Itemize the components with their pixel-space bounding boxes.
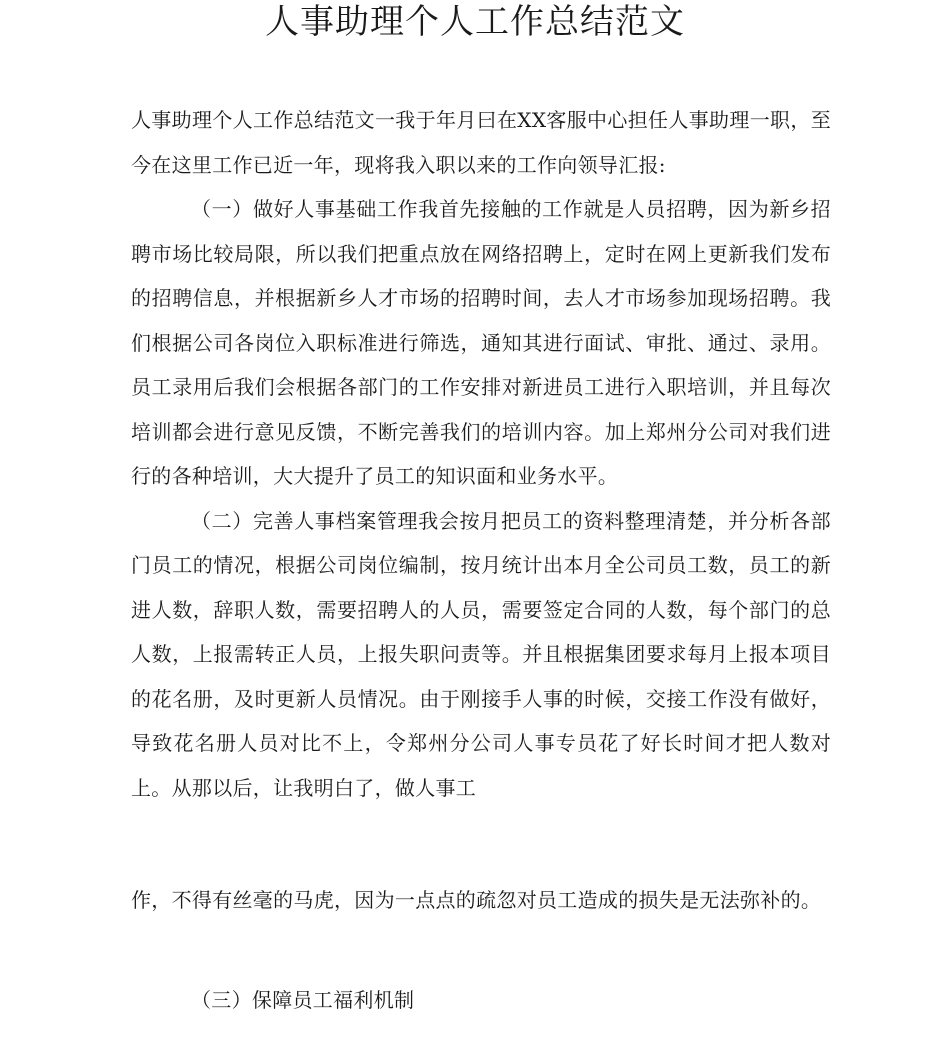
section-three-heading: （三）保障员工福利机制: [191, 988, 415, 1012]
document-title: 人事助理个人工作总结范文: [265, 2, 685, 42]
section-one-paragraph: （一）做好人事基础工作我首先接触的工作就是人员招聘，因为新乡招聘市场比较局限，所以我们把重点放在网络招聘上，定时在网上更新我们发布的招聘信息，并根据新乡人才市场的招聘时间，去人才市场参加现场招聘。我们根据公司各岗位入职标准进行筛选，通知其进行面试、审批、通过、录用。员工录用后我们会根据各部门的工作安排对新进员工进行入职培训，并且每次培训都会进行意见反馈，不断完善我们的培训内容。加上郑州分公司对我们进行的各种培训，大大提升了员工的知识面和业务水平。: [131, 197, 831, 488]
intro-paragraph: 人事助理个人工作总结范文一我于年月曰在XX客服中心担任人事助理一职，至今在这里工作已近一年，现将我入职以来的工作向领导汇报:: [131, 108, 831, 177]
body-text-block: [131, 98, 831, 810]
section-two-paragraph: （二）完善人事档案管理我会按月把员工的资料整理清楚，并分析各部门员工的情况，根据公司岗位编制，按月统计出本月全公司员工数，员工的新进人数，辞职人数，需要招聘人的人员，需要签定合同的人数，每个部门的总人数，上报需转正人员，上报失职问责等。并且根据集团要求每月上报本项目的花名册，及时更新人员情况。由于刚接手人事的时候，交接工作没有做好，导致花名册人员对比不上，令郑州分公司人事专员花了好长时间才把人数对上。从那以后，让我明白了，做人事工: [131, 508, 831, 800]
continued-text-block: [131, 878, 831, 923]
continued-paragraph: 作，不得有丝毫的马虎，因为一点点的疏忽对员工造成的损失是无法弥补的。: [131, 888, 822, 912]
